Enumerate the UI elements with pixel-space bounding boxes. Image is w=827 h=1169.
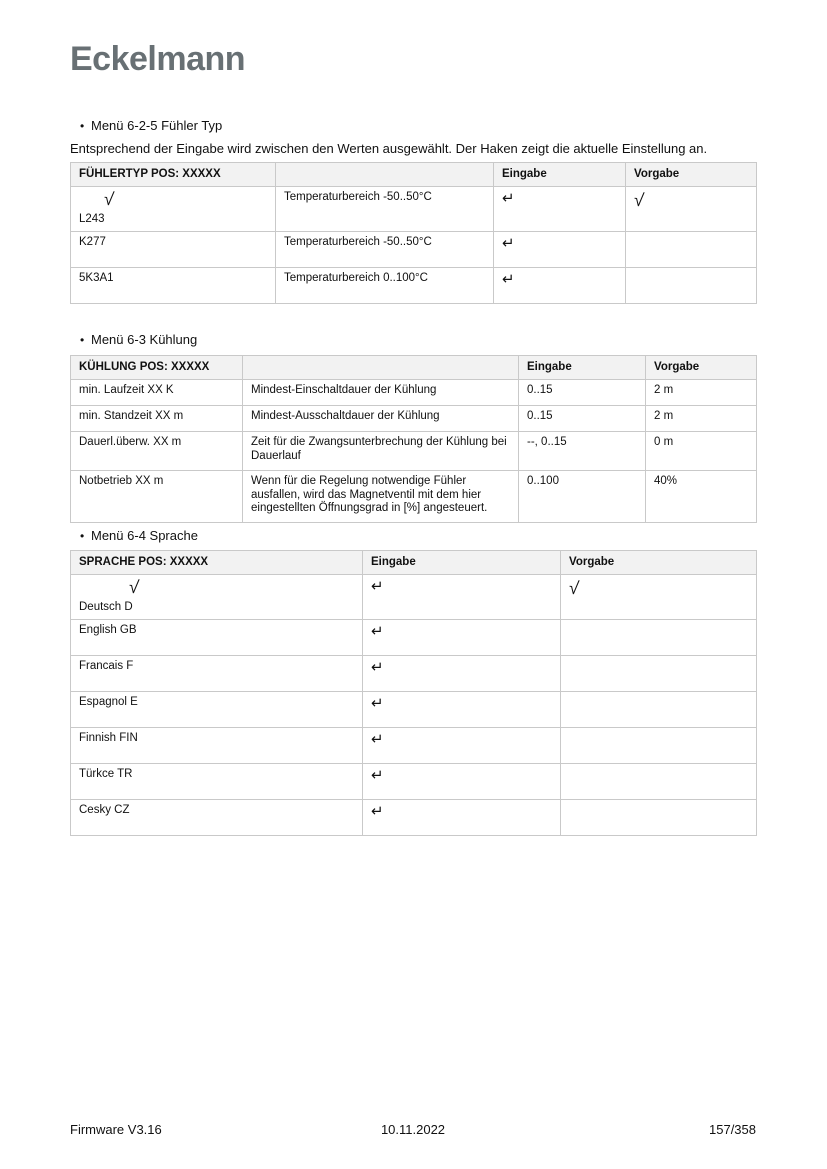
column-header-vorgabe: Vorgabe [626,163,757,187]
language-cell [71,575,363,620]
table-row [71,764,757,800]
eingabe-cell [494,268,626,304]
table-row [71,575,757,620]
vorgabe-cell: 40% [646,471,757,523]
column-header-name: SPRACHE POS: XXXXX [71,551,363,575]
enter-key-icon: ↵ [502,271,515,288]
language-cell: Finnish FIN [71,728,363,764]
column-header-vorgabe: Vorgabe [561,551,757,575]
description-cell: Mindest-Einschaltdauer der Kühlung [243,380,519,406]
language-label: Deutsch D [79,600,133,613]
parameter-cell: Dauerl.überw. XX m [71,432,243,471]
description-cell: Wenn für die Regelung notwendige Fühler ausfallen, wird das Magnetventil mit dem hier eingestellten Öffnungsgrad in [%] angesteuert. [243,471,519,523]
vorgabe-cell [561,575,757,620]
column-header-desc [243,356,519,380]
enter-key-icon: ↵ [371,803,384,820]
enter-key-icon: ↵ [371,659,384,676]
language-cell: Türkce TR [71,764,363,800]
option-cell: 5K3A1 [71,268,276,304]
eingabe-cell [363,692,561,728]
section-heading-sprache [80,528,198,543]
vorgabe-cell [626,232,757,268]
bullet-icon: • [80,529,85,543]
footer-firmware-version: Firmware V3.16 [70,1122,162,1137]
eingabe-cell: 0..15 [519,406,646,432]
eingabe-cell [363,575,561,620]
table-row [71,800,757,836]
checkmark-icon: √ [127,576,140,598]
footer-page-number: 157/358 [709,1122,756,1137]
table-row [71,432,757,471]
checkmark-icon: √ [632,189,645,211]
bullet-icon: • [80,119,85,133]
vorgabe-cell: 2 m [646,406,757,432]
fuehlertyp-table [70,162,757,304]
option-cell: K277 [71,232,276,268]
table-row [71,232,757,268]
table-row [71,471,757,523]
vorgabe-cell [626,187,757,232]
kuehlung-table [70,355,757,523]
section-heading-fuehlertyp [80,118,222,133]
eingabe-cell [363,764,561,800]
enter-key-icon: ↵ [371,695,384,712]
sprache-table [70,550,757,836]
language-cell: Cesky CZ [71,800,363,836]
intro-text: Entsprechend der Eingabe wird zwischen den Werten ausgewählt. Der Haken zeigt die aktuelle Einstellung an. [70,141,708,156]
table-row [71,692,757,728]
description-cell: Temperaturbereich -50..50°C [276,187,494,232]
vorgabe-cell [561,728,757,764]
vorgabe-cell: 0 m [646,432,757,471]
language-cell: Espagnol E [71,692,363,728]
vorgabe-cell [561,692,757,728]
table-row [71,187,757,232]
eingabe-cell: 0..100 [519,471,646,523]
vorgabe-cell [626,268,757,304]
enter-key-icon: ↵ [371,623,384,640]
table-header-row [71,356,757,380]
column-header-eingabe: Eingabe [519,356,646,380]
column-header-eingabe: Eingabe [363,551,561,575]
table-header-row [71,551,757,575]
checkmark-icon: √ [102,188,115,210]
parameter-cell: Notbetrieb XX m [71,471,243,523]
table-row [71,656,757,692]
language-cell: Francais F [71,656,363,692]
description-cell: Temperaturbereich 0..100°C [276,268,494,304]
eingabe-cell [494,187,626,232]
vorgabe-cell [561,656,757,692]
section-heading-label: Menü 6-3 Kühlung [91,332,198,347]
bullet-icon: • [80,333,85,347]
table-row [71,380,757,406]
table-row [71,620,757,656]
eingabe-cell [363,800,561,836]
enter-key-icon: ↵ [371,731,384,748]
eckelmann-logo: Eckelmann [70,40,246,78]
table-row [71,268,757,304]
option-label: L243 [79,212,105,225]
vorgabe-cell [561,764,757,800]
option-cell [71,187,276,232]
language-cell: English GB [71,620,363,656]
table-header-row [71,163,757,187]
vorgabe-cell [561,620,757,656]
column-header-vorgabe: Vorgabe [646,356,757,380]
parameter-cell: min. Laufzeit XX K [71,380,243,406]
eingabe-cell: --, 0..15 [519,432,646,471]
enter-key-icon: ↵ [371,767,384,784]
description-cell: Mindest-Ausschaltdauer der Kühlung [243,406,519,432]
parameter-cell: min. Standzeit XX m [71,406,243,432]
column-header-name: KÜHLUNG POS: XXXXX [71,356,243,380]
checkmark-icon: √ [567,577,580,599]
eingabe-cell: 0..15 [519,380,646,406]
column-header-desc [276,163,494,187]
enter-key-icon: ↵ [371,578,384,595]
section-heading-kuehlung [80,332,197,347]
column-header-eingabe: Eingabe [494,163,626,187]
eingabe-cell [363,728,561,764]
table-row [71,728,757,764]
vorgabe-cell: 2 m [646,380,757,406]
eingabe-cell [363,620,561,656]
footer-date: 10.11.2022 [380,1122,446,1137]
eingabe-cell [363,656,561,692]
enter-key-icon: ↵ [502,190,515,207]
vorgabe-cell [561,800,757,836]
enter-key-icon: ↵ [502,235,515,252]
description-cell: Zeit für die Zwangsunterbrechung der Kühlung bei Dauerlauf [243,432,519,471]
eingabe-cell [494,232,626,268]
column-header-name: FÜHLERTYP POS: XXXXX [71,163,276,187]
table-row [71,406,757,432]
section-heading-label: Menü 6-2-5 Fühler Typ [91,118,223,133]
section-heading-label: Menü 6-4 Sprache [91,528,198,543]
description-cell: Temperaturbereich -50..50°C [276,232,494,268]
